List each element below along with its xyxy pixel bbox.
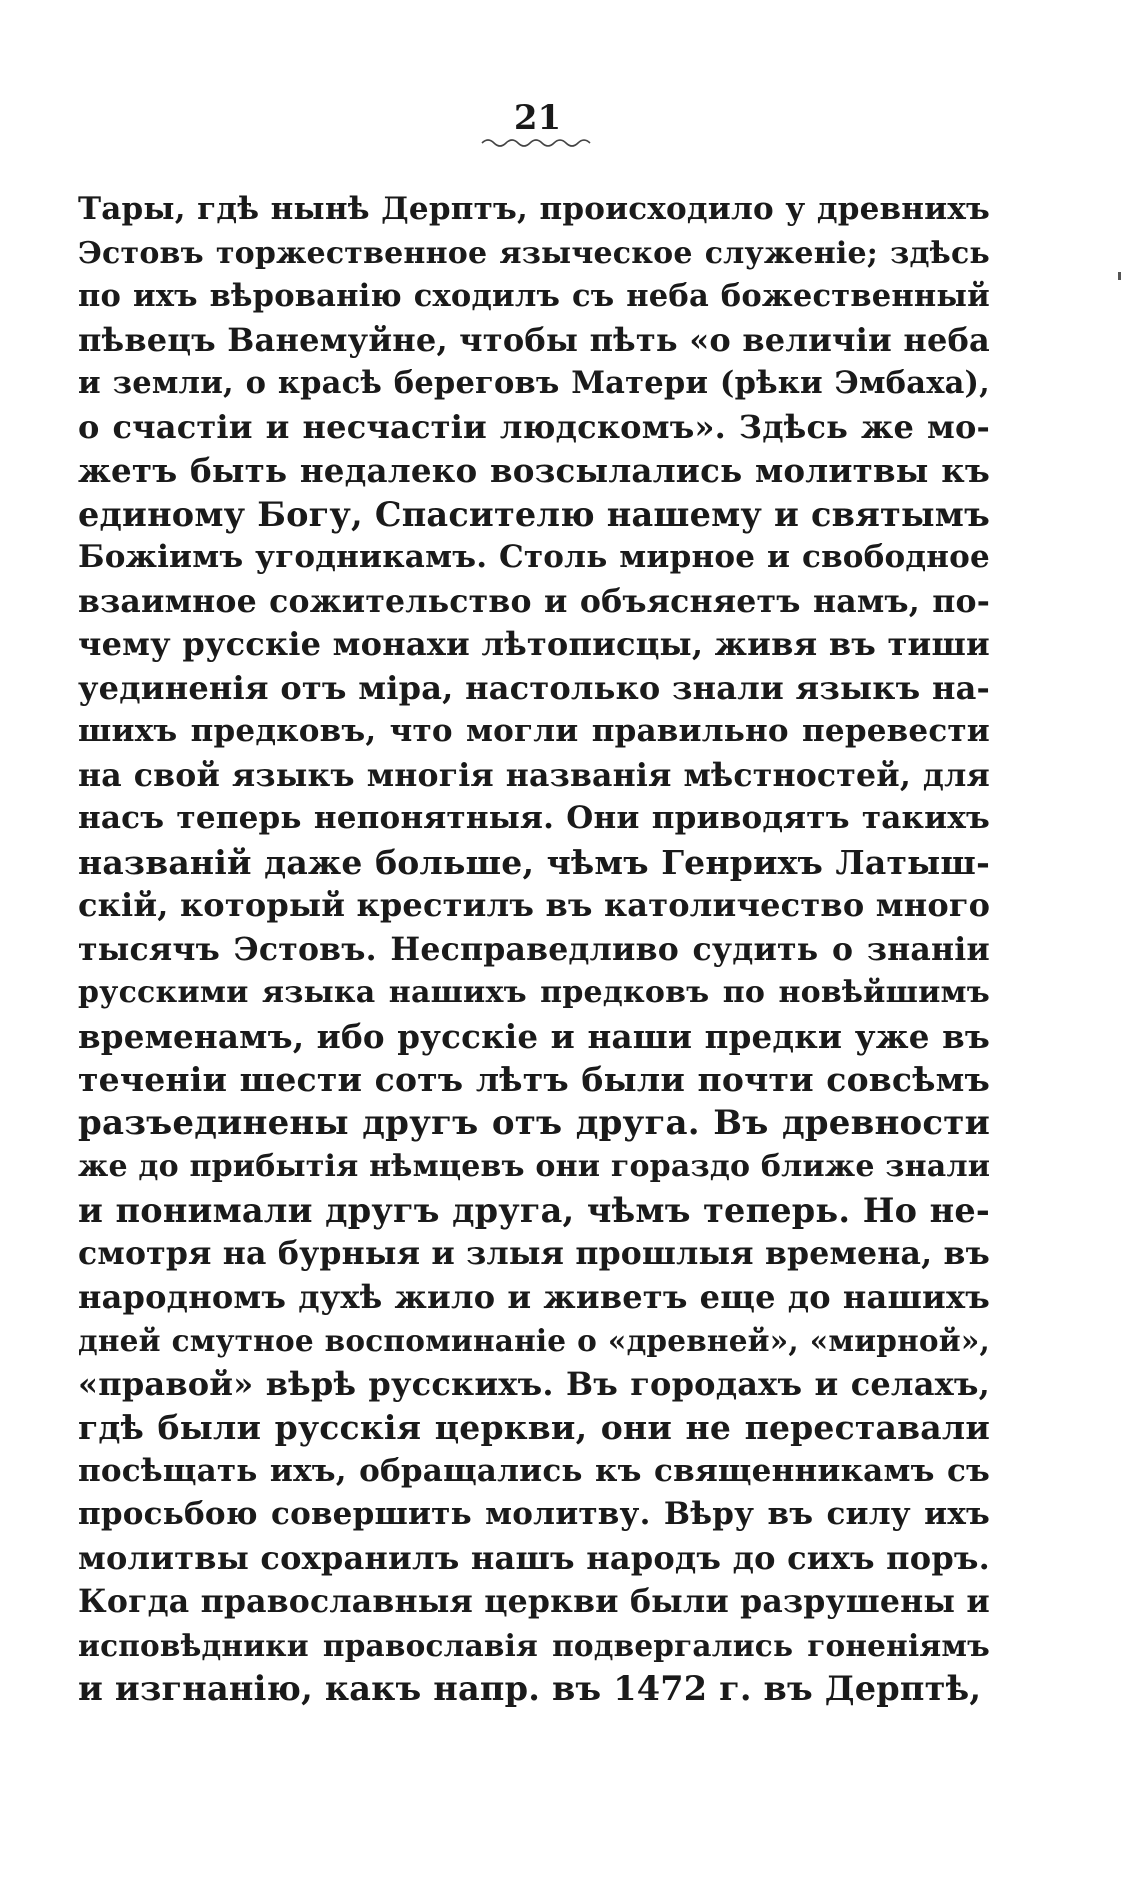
text-line: русскими языка нашихъ предковъ по новѣйшимъ (78, 975, 990, 1010)
text-line: теченіи шести сотъ лѣтъ были почти совсѣмъ (78, 1060, 990, 1099)
text-line: молитвы сохранилъ нашъ народъ до сихъ поръ. (78, 1538, 990, 1577)
text-line: и изгнанію, какъ напр. въ 1472 г. въ Дерптѣ, (78, 1669, 982, 1708)
text-line: взаимное сожительство и объясняетъ намъ, по- (78, 582, 990, 620)
margin-speck (1118, 272, 1121, 280)
text-line: шихъ предковъ, что могли правильно перевести (78, 713, 990, 749)
text-line: разъединены другъ отъ друга. Въ древности (78, 1102, 990, 1143)
text-line: по ихъ вѣрованію сходилъ съ неба божественный (78, 278, 990, 314)
wavy-rule-ornament (480, 134, 592, 150)
page-body-text (78, 188, 990, 1711)
text-line: посѣщать ихъ, обращались къ священникамъ съ (78, 1452, 990, 1489)
text-line: на свой языкъ многія названія мѣстностей, для (78, 756, 990, 794)
page-number: 21 (513, 98, 562, 138)
text-line: Эстовъ торжественное языческое служеніе; здѣсь (78, 235, 990, 271)
text-line: народномъ духѣ жило и живетъ еще до нашихъ (78, 1277, 990, 1316)
text-line: жетъ быть недалеко возсылались молитвы къ (78, 451, 990, 490)
text-line: чему русскіе монахи лѣтописцы, живя въ тиши (78, 625, 990, 663)
text-line: уединенія отъ міра, настолько знали языкъ на- (78, 668, 990, 707)
text-line: исповѣдники православія подвергались гоненіямъ (78, 1627, 990, 1663)
text-line: же до прибытія нѣмцевъ они гораздо ближе знали (78, 1149, 991, 1184)
text-line: единому Богу, Спасителю нашему и святымъ (78, 494, 990, 534)
text-line: насъ теперь непонятныя. Они приводятъ такихъ (78, 800, 990, 836)
text-line: о счастіи и несчастіи людскомъ». Здѣсь же мо- (78, 407, 990, 446)
text-line: просьбою совершить молитву. Вѣру въ силу ихъ (78, 1496, 990, 1532)
text-line: «правой» вѣрѣ русскихъ. Въ городахъ и селахъ, (78, 1364, 990, 1403)
text-line: смотря на бурныя и злыя прошлыя времена, въ (78, 1235, 990, 1272)
text-line: гдѣ были русскія церкви, они не переставали (78, 1408, 990, 1447)
text-line: названій даже больше, чѣмъ Генрихъ Латыш- (78, 842, 990, 882)
text-line: тысячъ Эстовъ. Несправедливо судить о знаніи (78, 930, 990, 968)
text-line: Тары, гдѣ нынѣ Дерптъ, происходило у древнихъ (78, 191, 990, 227)
text-line: скій, который крестилъ въ католичество много (78, 886, 991, 924)
text-line: временамъ, ибо русскіе и наши предки уже въ (78, 1016, 990, 1056)
text-line: Когда православныя церкви были разрушены и (78, 1583, 990, 1620)
text-line: дней смутное воспоминаніе о «древней», «мирной», (78, 1323, 990, 1358)
text-line: и земли, о красѣ береговъ Матери (рѣки Эмбаха), (78, 365, 990, 401)
text-line: и понимали другъ друга, чѣмъ теперь. Но не- (78, 1190, 990, 1230)
text-line: пѣвецъ Ванемуйне, чтобы пѣть «о величіи неба (78, 320, 990, 359)
text-line: Божіимъ угодникамъ. Столь мирное и свободное (78, 539, 990, 575)
